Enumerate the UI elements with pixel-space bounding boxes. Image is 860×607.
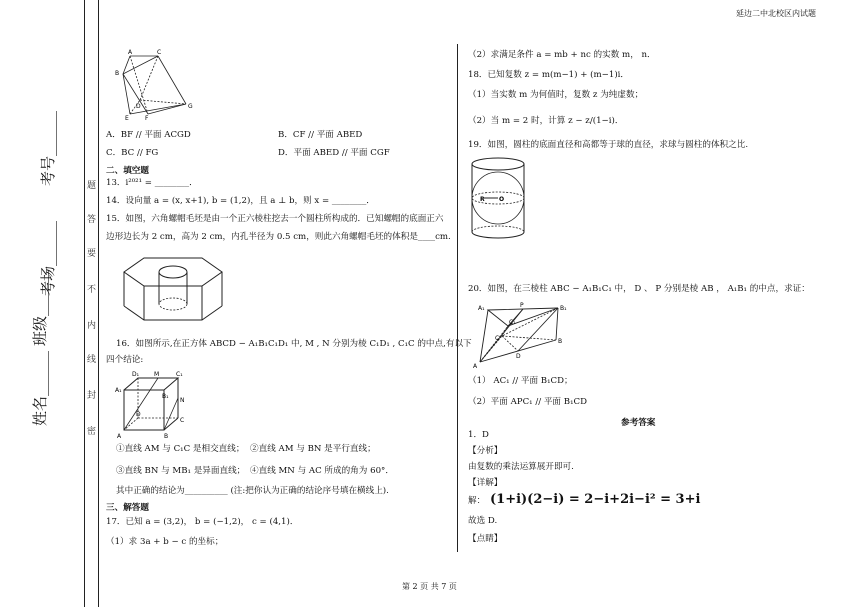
name-field-label: 姓名______ (31, 350, 50, 427)
question-17: 17．已知 a = (3,2)， b = (−1,2)， c = (4,1)． (106, 517, 299, 527)
question-15-line2: 边形边长为 2 cm，高为 2 cm，内孔半径为 0.5 cm，则此六角螺帽毛坯的体积是____cm. (106, 232, 451, 242)
question-18: 18．已知复数 z = m(m−1) + (m−1)i． (468, 70, 630, 80)
conclusion-prompt: 其中正确的结论为__________ (注:把你认为正确的结论序号填在横线上). (116, 486, 389, 496)
fig-label: D (136, 103, 141, 110)
option-d: D．平面 ABED // 平面 CGF (278, 148, 390, 158)
question-20: 20．如图，在三棱柱 ABC − A₁B₁C₁ 中， D 、 P 分别是棱 AB ， A₁B₁ 的中点，求证： (468, 284, 810, 294)
solution-formula: (1+i)(2−i) = 2−i+2i−i² = 3+i (490, 492, 701, 507)
cube-label: A₁ (115, 387, 122, 394)
cube-label: C₁ (176, 371, 183, 378)
seal-char: 要 (87, 249, 97, 259)
polyhedron-figure (108, 46, 198, 121)
conclusion-2: ②直线 AM 与 BN 是平行直线； (250, 444, 376, 454)
cube-label: M (154, 371, 160, 378)
section-solve: 三、解答题 (106, 503, 149, 513)
solution-prefix: 解： (468, 496, 486, 506)
conclusion-text: 故选 D. (468, 516, 498, 526)
room-field-label: 考场______ (39, 220, 58, 297)
cube-label: N (180, 397, 185, 404)
cube-label: A (117, 433, 122, 440)
binding-line-2 (98, 0, 99, 607)
answer-1: 1．D (468, 430, 489, 440)
prism-label: A₁ (478, 305, 485, 312)
question-20-part2: （2）平面 APC₁ // 平面 B₁CD (468, 397, 587, 407)
prism-label: P (520, 302, 524, 309)
prism-figure (468, 300, 578, 370)
question-13: 13．i²⁰²¹ = ________． (106, 178, 198, 188)
question-14: 14．设向量 a = (x, x+1), b = (1,2)，且 a ⊥ b，则 x = ________． (106, 196, 375, 206)
fig-label: C (157, 49, 162, 56)
prism-label: C (495, 335, 500, 342)
fig-label: A (128, 49, 133, 56)
question-19: 19．如图，圆柱的底面直径和高都等于球的直径，求球与圆柱的体积之比. (468, 140, 749, 150)
option-b: B．CF // 平面 ABED (278, 130, 363, 140)
cube-figure (114, 370, 189, 440)
prism-label: C₁ (509, 319, 516, 326)
school-header: 延边二中北校区内试题 (736, 9, 816, 18)
option-a: A．BF // 平面 ACGD (106, 130, 191, 140)
seal-char: 封 (87, 391, 97, 401)
page-number: 第 2 页 共 7 页 (402, 582, 457, 591)
seal-char: 答 (87, 215, 97, 225)
question-16-line1: 16．如图所示,在正方体 ABCD − A₁B₁C₁D₁ 中, M , N 分别为棱 C₁D₁ , C₁C 的中点,有以下 (116, 339, 472, 349)
section-fill-blank: 二、填空题 (106, 166, 149, 176)
fig-label: B (115, 70, 120, 77)
analysis-text: 由复数的乘法运算展开即可. (468, 462, 574, 472)
answer-title: 参考答案 (621, 418, 656, 428)
cylinder-label: R (480, 196, 485, 203)
seal-char: 线 (87, 355, 97, 365)
question-17-part2: （2）求满足条件 a = mb + nc 的实数 m， n． (468, 50, 656, 60)
fig-label: E (125, 115, 129, 121)
option-c: C．BC // FG (106, 148, 159, 158)
cube-label: D (136, 411, 141, 418)
prism-label: D (516, 353, 521, 360)
prism-label: B (558, 338, 563, 345)
cube-label: D₁ (132, 371, 140, 378)
binding-line-1 (84, 0, 85, 607)
column-divider (457, 44, 458, 552)
question-17-part1: （1）求 3a + b − c 的坐标； (106, 537, 224, 547)
question-18-part2: （2）当 m = 2 时，计算 z − z/(1−i)． (468, 116, 624, 126)
question-20-part1: （1） AC₁ // 平面 B₁CD； (468, 376, 573, 386)
seal-char: 密 (87, 427, 97, 437)
cube-label: B (164, 433, 169, 440)
hex-nut-figure (118, 250, 228, 330)
cylinder-label: O (499, 196, 505, 203)
question-15-line1: 15．如图，六角螺帽毛坯是由一个正六棱柱挖去一个圆柱所构成的．已知螺帽的底面正六 (106, 214, 444, 224)
detail-heading: 【详解】 (468, 478, 503, 488)
cube-label: C (180, 417, 185, 424)
analysis-heading: 【分析】 (468, 446, 503, 456)
fig-label: F (145, 115, 149, 121)
seat-field-label: 考号______ (39, 110, 58, 187)
conclusion-1: ①直线 AM 与 C₁C 是相交直线； (116, 444, 245, 454)
seal-char: 题 (87, 181, 97, 191)
prism-label: B₁ (560, 305, 567, 312)
seal-char: 不 (87, 285, 97, 295)
fig-label: G (188, 103, 193, 110)
cylinder-sphere-figure (468, 154, 532, 246)
class-field-label: 班级______ (31, 270, 50, 347)
prism-label: A (473, 363, 478, 370)
conclusion-4: ④直线 MN 与 AC 所成的角为 60°． (250, 466, 394, 476)
cube-label: B₁ (162, 393, 169, 400)
question-16-line2: 四个结论: (106, 355, 144, 365)
conclusion-3: ③直线 BN 与 MB₁ 是异面直线； (116, 466, 246, 476)
seal-char: 内 (87, 321, 97, 331)
question-18-part1: （1）当实数 m 为何值时，复数 z 为纯虚数； (468, 90, 644, 100)
comment-heading: 【点睛】 (468, 534, 503, 544)
